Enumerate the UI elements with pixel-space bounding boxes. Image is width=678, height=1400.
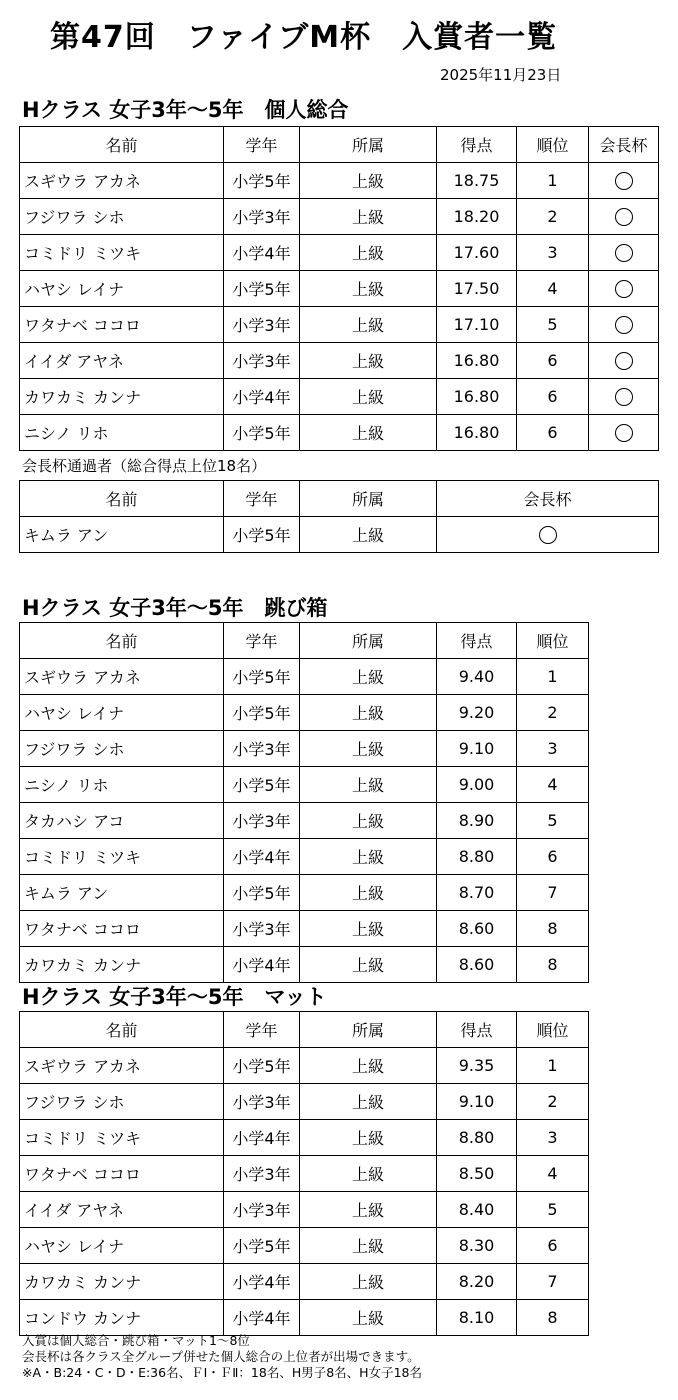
cell-grade: 小学5年 — [224, 517, 300, 553]
cell-grade: 小学4年 — [224, 1264, 300, 1300]
cell-affiliation: 上級 — [300, 1120, 437, 1156]
cell-score: 8.40 — [437, 1192, 517, 1228]
cell-name: ハヤシ レイナ — [20, 1228, 224, 1264]
cell-name: スギウラ アカネ — [20, 1048, 224, 1084]
cell-affiliation: 上級 — [300, 415, 437, 451]
cell-score: 8.80 — [437, 839, 517, 875]
section-heading-mat: Hクラス 女子3年～5年 マット — [22, 985, 327, 1009]
cell-affiliation: 上級 — [300, 839, 437, 875]
cell-name: ワタナベ ココロ — [20, 307, 224, 343]
cell-rank: 8 — [517, 947, 589, 983]
table-row — [20, 415, 659, 451]
table-header-row — [20, 623, 589, 659]
cell-rank: 2 — [517, 1084, 589, 1120]
cell-name: ハヤシ レイナ — [20, 271, 224, 307]
cell-grade: 小学4年 — [224, 839, 300, 875]
col-header-score: 得点 — [437, 623, 517, 659]
cell-score: 8.70 — [437, 875, 517, 911]
col-header-rank: 順位 — [517, 623, 589, 659]
cell-grade: 小学3年 — [224, 307, 300, 343]
circle-mark-icon — [615, 244, 633, 262]
cell-grade: 小学4年 — [224, 947, 300, 983]
table-row — [20, 271, 659, 307]
cell-affiliation: 上級 — [300, 343, 437, 379]
cell-rank: 3 — [517, 731, 589, 767]
cell-affiliation: 上級 — [300, 517, 437, 553]
table-row — [20, 1048, 589, 1084]
table-row — [20, 1156, 589, 1192]
cell-affiliation: 上級 — [300, 1156, 437, 1192]
table-row — [20, 235, 659, 271]
cup-qualifiers-table — [19, 480, 659, 553]
circle-mark-icon — [615, 280, 633, 298]
cell-grade: 小学5年 — [224, 1048, 300, 1084]
cell-score: 18.75 — [437, 163, 517, 199]
cell-rank: 5 — [517, 1192, 589, 1228]
cell-score: 9.10 — [437, 731, 517, 767]
cell-grade: 小学5年 — [224, 659, 300, 695]
cell-affiliation: 上級 — [300, 1192, 437, 1228]
col-header-rank: 順位 — [517, 1012, 589, 1048]
cell-name: コミドリ ミツキ — [20, 839, 224, 875]
footer-note: ※A・B:24・C・D・E:36名、ＦⅠ・ＦⅡ：18名、H男子8名、H女子18名 — [22, 1365, 422, 1380]
cell-rank: 4 — [517, 1156, 589, 1192]
cell-grade: 小学3年 — [224, 803, 300, 839]
cell-cup — [589, 307, 659, 343]
col-header-grade: 学年 — [224, 127, 300, 163]
table-row — [20, 163, 659, 199]
cell-name: フジワラ シホ — [20, 731, 224, 767]
cell-grade: 小学3年 — [224, 199, 300, 235]
cell-score: 16.80 — [437, 343, 517, 379]
col-header-grade: 学年 — [224, 623, 300, 659]
cell-name: スギウラ アカネ — [20, 163, 224, 199]
circle-mark-icon — [615, 316, 633, 334]
cell-score: 8.10 — [437, 1300, 517, 1336]
table-row — [20, 307, 659, 343]
cell-grade: 小学5年 — [224, 875, 300, 911]
table-row — [20, 659, 589, 695]
cell-name: カワカミ カンナ — [20, 947, 224, 983]
cell-rank: 1 — [517, 1048, 589, 1084]
cell-rank: 5 — [517, 803, 589, 839]
table-row — [20, 875, 589, 911]
cell-name: タカハシ アコ — [20, 803, 224, 839]
cell-score: 18.20 — [437, 199, 517, 235]
cell-rank: 5 — [517, 307, 589, 343]
cell-cup — [589, 199, 659, 235]
cell-grade: 小学5年 — [224, 767, 300, 803]
cell-name: カワカミ カンナ — [20, 1264, 224, 1300]
cell-name: コンドウ カンナ — [20, 1300, 224, 1336]
cell-rank: 1 — [517, 163, 589, 199]
cell-name: ワタナベ ココロ — [20, 1156, 224, 1192]
table-row — [20, 911, 589, 947]
cell-name: ハヤシ レイナ — [20, 695, 224, 731]
cell-name: スギウラ アカネ — [20, 659, 224, 695]
cell-score: 9.00 — [437, 767, 517, 803]
cell-score: 9.20 — [437, 695, 517, 731]
table-row — [20, 1264, 589, 1300]
cell-grade: 小学3年 — [224, 1156, 300, 1192]
cell-name: コミドリ ミツキ — [20, 235, 224, 271]
circle-mark-icon — [615, 424, 633, 442]
cell-rank: 7 — [517, 1264, 589, 1300]
cell-cup — [589, 379, 659, 415]
cell-rank: 6 — [517, 379, 589, 415]
cell-cup — [589, 235, 659, 271]
footer-notes — [22, 1333, 422, 1381]
cell-name: キムラ アン — [20, 517, 224, 553]
cell-cup — [589, 163, 659, 199]
col-header-name: 名前 — [20, 1012, 224, 1048]
cell-affiliation: 上級 — [300, 1264, 437, 1300]
table-row — [20, 731, 589, 767]
cell-affiliation: 上級 — [300, 163, 437, 199]
cell-rank: 6 — [517, 839, 589, 875]
cell-affiliation: 上級 — [300, 1228, 437, 1264]
cell-score: 8.60 — [437, 947, 517, 983]
table-row — [20, 1084, 589, 1120]
cell-grade: 小学5年 — [224, 695, 300, 731]
col-header-affiliation: 所属 — [300, 623, 437, 659]
footer-note: 会長杯は各クラス全グループ併せた個人総合の上位者が出場できます。 — [22, 1349, 420, 1364]
cell-score: 8.90 — [437, 803, 517, 839]
circle-mark-icon — [615, 388, 633, 406]
cell-rank: 3 — [517, 1120, 589, 1156]
section-heading-vault: Hクラス 女子3年～5年 跳び箱 — [22, 596, 328, 620]
col-header-score: 得点 — [437, 1012, 517, 1048]
page-title: 第47回 ファイブM杯 入賞者一覧 — [50, 20, 558, 55]
table-row — [20, 379, 659, 415]
col-header-cup: 会長杯 — [589, 127, 659, 163]
cell-affiliation: 上級 — [300, 1300, 437, 1336]
cell-rank: 7 — [517, 875, 589, 911]
table-header-row — [20, 481, 659, 517]
table-row — [20, 1300, 589, 1336]
cell-grade: 小学3年 — [224, 731, 300, 767]
cell-cup — [589, 343, 659, 379]
cell-affiliation: 上級 — [300, 379, 437, 415]
overall-results-table — [19, 126, 659, 451]
cell-affiliation: 上級 — [300, 731, 437, 767]
cell-affiliation: 上級 — [300, 307, 437, 343]
mat-results-table — [19, 1011, 589, 1336]
table-row — [20, 839, 589, 875]
cell-grade: 小学3年 — [224, 1192, 300, 1228]
col-header-name: 名前 — [20, 481, 224, 517]
cell-score: 17.60 — [437, 235, 517, 271]
table-row — [20, 1120, 589, 1156]
cell-grade: 小学3年 — [224, 1084, 300, 1120]
cell-affiliation: 上級 — [300, 1048, 437, 1084]
cell-score: 17.50 — [437, 271, 517, 307]
footer-note: 入賞は個人総合・跳び箱・マット1～8位 — [22, 1333, 250, 1348]
col-header-name: 名前 — [20, 623, 224, 659]
cell-rank: 2 — [517, 199, 589, 235]
cell-name: キムラ アン — [20, 875, 224, 911]
cell-score: 17.10 — [437, 307, 517, 343]
table-row — [20, 947, 589, 983]
circle-mark-icon — [539, 526, 557, 544]
cell-rank: 4 — [517, 767, 589, 803]
cell-affiliation: 上級 — [300, 235, 437, 271]
col-header-rank: 順位 — [517, 127, 589, 163]
section-heading-overall: Hクラス 女子3年～5年 個人総合 — [22, 98, 349, 122]
col-header-affiliation: 所属 — [300, 127, 437, 163]
cell-name: コミドリ ミツキ — [20, 1120, 224, 1156]
cell-rank: 3 — [517, 235, 589, 271]
cell-name: ニシノ リホ — [20, 767, 224, 803]
cell-cup — [589, 415, 659, 451]
cell-score: 8.60 — [437, 911, 517, 947]
table-row — [20, 1228, 589, 1264]
cell-score: 16.80 — [437, 415, 517, 451]
cell-rank: 1 — [517, 659, 589, 695]
cell-rank: 2 — [517, 695, 589, 731]
cell-affiliation: 上級 — [300, 695, 437, 731]
table-row — [20, 1192, 589, 1228]
cell-grade: 小学5年 — [224, 163, 300, 199]
cell-name: イイダ アヤネ — [20, 343, 224, 379]
cell-grade: 小学4年 — [224, 235, 300, 271]
cell-name: フジワラ シホ — [20, 199, 224, 235]
cell-affiliation: 上級 — [300, 803, 437, 839]
cell-grade: 小学5年 — [224, 271, 300, 307]
cell-affiliation: 上級 — [300, 767, 437, 803]
table-row — [20, 803, 589, 839]
col-header-grade: 学年 — [224, 481, 300, 517]
cell-affiliation: 上級 — [300, 1084, 437, 1120]
cell-affiliation: 上級 — [300, 947, 437, 983]
cell-affiliation: 上級 — [300, 659, 437, 695]
cell-score: 16.80 — [437, 379, 517, 415]
cell-rank: 8 — [517, 1300, 589, 1336]
cell-score: 8.20 — [437, 1264, 517, 1300]
col-header-affiliation: 所属 — [300, 481, 437, 517]
cell-name: イイダ アヤネ — [20, 1192, 224, 1228]
event-date: 2025年11月23日 — [440, 66, 562, 84]
table-row — [20, 695, 589, 731]
table-header-row — [20, 127, 659, 163]
cell-rank: 6 — [517, 343, 589, 379]
cell-name: ニシノ リホ — [20, 415, 224, 451]
cell-affiliation: 上級 — [300, 875, 437, 911]
section-heading-cup: 会長杯通過者（総合得点上位18名） — [22, 457, 267, 475]
vault-results-table — [19, 622, 589, 983]
table-row — [20, 517, 659, 553]
cell-grade: 小学5年 — [224, 415, 300, 451]
circle-mark-icon — [615, 352, 633, 370]
cell-rank: 6 — [517, 1228, 589, 1264]
cell-score: 9.40 — [437, 659, 517, 695]
cell-score: 9.35 — [437, 1048, 517, 1084]
col-header-cup: 会長杯 — [437, 481, 659, 517]
col-header-score: 得点 — [437, 127, 517, 163]
cell-score: 9.10 — [437, 1084, 517, 1120]
cell-grade: 小学3年 — [224, 343, 300, 379]
cell-affiliation: 上級 — [300, 911, 437, 947]
cell-rank: 4 — [517, 271, 589, 307]
circle-mark-icon — [615, 172, 633, 190]
cell-name: フジワラ シホ — [20, 1084, 224, 1120]
cell-cup — [437, 517, 659, 553]
cell-score: 8.50 — [437, 1156, 517, 1192]
cell-affiliation: 上級 — [300, 271, 437, 307]
cell-affiliation: 上級 — [300, 199, 437, 235]
table-header-row — [20, 1012, 589, 1048]
cell-grade: 小学5年 — [224, 1228, 300, 1264]
cell-name: ワタナベ ココロ — [20, 911, 224, 947]
cell-grade: 小学4年 — [224, 1300, 300, 1336]
circle-mark-icon — [615, 208, 633, 226]
col-header-affiliation: 所属 — [300, 1012, 437, 1048]
cell-score: 8.30 — [437, 1228, 517, 1264]
cell-grade: 小学4年 — [224, 1120, 300, 1156]
cell-cup — [589, 271, 659, 307]
cell-score: 8.80 — [437, 1120, 517, 1156]
col-header-name: 名前 — [20, 127, 224, 163]
cell-rank: 8 — [517, 911, 589, 947]
table-row — [20, 343, 659, 379]
cell-rank: 6 — [517, 415, 589, 451]
table-row — [20, 199, 659, 235]
cell-grade: 小学3年 — [224, 911, 300, 947]
cell-name: カワカミ カンナ — [20, 379, 224, 415]
table-row — [20, 767, 589, 803]
cell-grade: 小学4年 — [224, 379, 300, 415]
col-header-grade: 学年 — [224, 1012, 300, 1048]
